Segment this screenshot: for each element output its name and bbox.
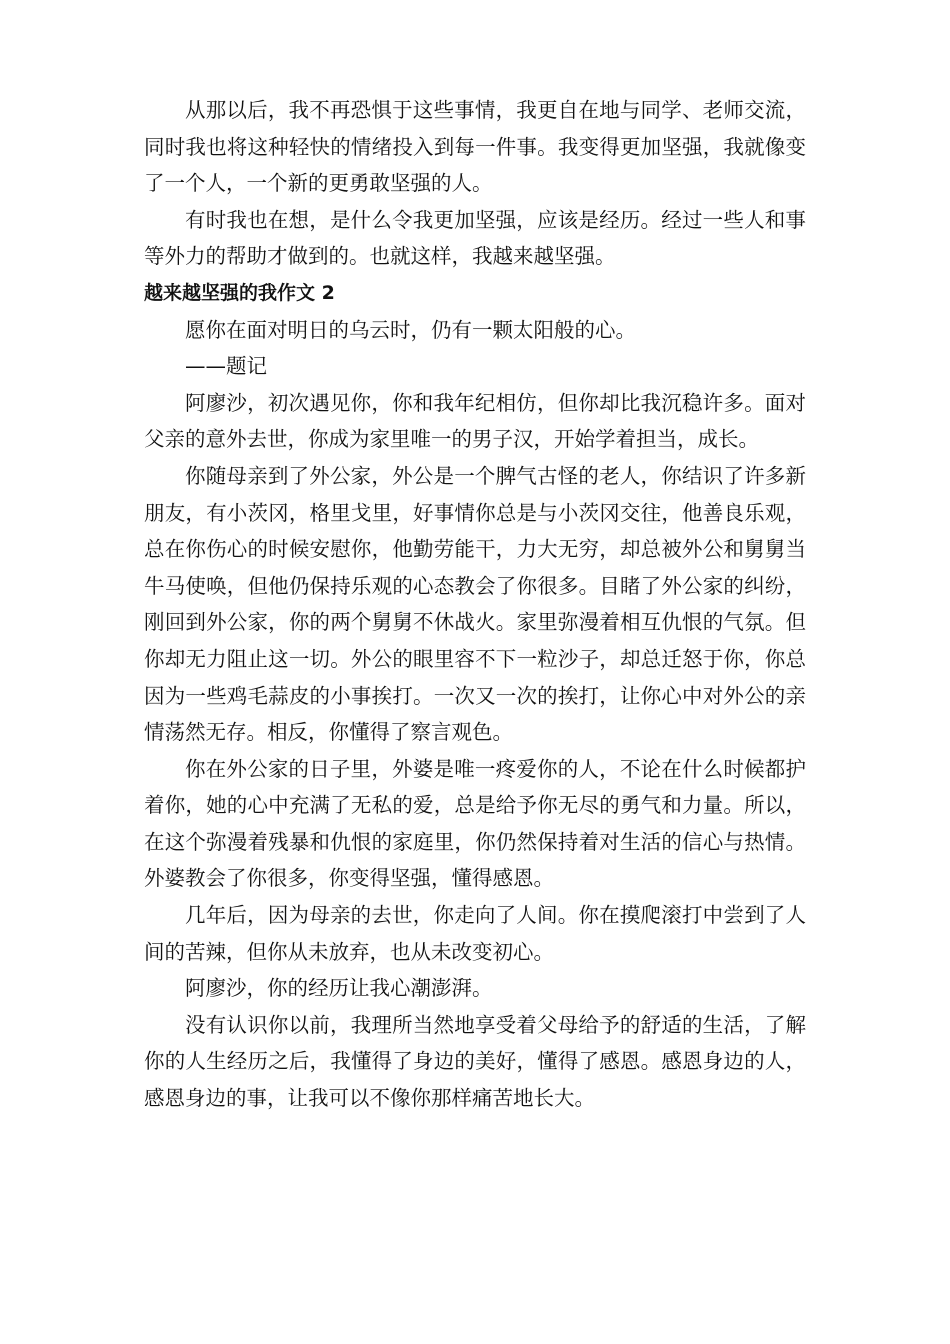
document-page [144,92,806,1117]
paragraph: 几年后，因为母亲的去世，你走向了人间。你在摸爬滚打中尝到了人间的苦辣，但你从未放弃，也从未改变初心。 [144,903,806,964]
paragraph: 你在外公家的日子里，外婆是唯一疼爱你的人，不论在什么时候都护着你，她的心中充满了无私的爱，总是给予你无尽的勇气和力量。所以，在这个弥漫着残暴和仇恨的家庭里，你仍然保持着对生活的信心与热情。外婆教会了你很多，你变得坚强，懂得感恩。 [144,756,806,891]
paragraph: 你随母亲到了外公家，外公是一个脾气古怪的老人，你结识了许多新朋友，有小茨冈，格里戈里，好事情你总是与小茨冈交往，他善良乐观，总在你伤心的时候安慰你，他勤劳能干，力大无穷，却总被外公和舅舅当牛马使唤，但他仍保持乐观的心态教会了你很多。目睹了外公家的纠纷，刚回到外公家，你的两个舅舅不休战火。家里弥漫着相互仇恨的气氛。但你却无力阻止这一切。外公的眼里容不下一粒沙子，却总迁怒于你，你总因为一些鸡毛蒜皮的小事挨打。一次又一次的挨打，让你心中对外公的亲情荡然无存。相反，你懂得了察言观色。 [144,463,806,745]
paragraph: 从那以后，我不再恐惧于这些事情，我更自在地与同学、老师交流，同时我也将这种轻快的情绪投入到每一件事。我变得更加坚强，我就像变了一个人，一个新的更勇敢坚强的人。 [144,98,806,196]
essay-heading: 越来越坚强的我作文 2 [144,281,335,304]
epigraph-attribution: ——题记 [185,354,267,379]
paragraph: 愿你在面对明日的乌云时，仍有一颗太阳般的心。 [185,317,636,342]
paragraph: 有时我也在想，是什么令我更加坚强，应该是经历。经过一些人和事等外力的帮助才做到的。也就这样，我越来越坚强。 [144,207,806,269]
paragraph: 阿廖沙，初次遇见你，你和我年纪相仿，但你却比我沉稳许多。面对父亲的意外去世，你成为家里唯一的男子汉，开始学着担当，成长。 [144,390,806,452]
paragraph: 阿廖沙，你的经历让我心潮澎湃。 [185,976,493,1001]
paragraph: 没有认识你以前，我理所当然地享受着父母给予的舒适的生活，了解你的人生经历之后，我懂得了身边的美好，懂得了感恩。感恩身边的人，感恩身边的事，让我可以不像你那样痛苦地长大。 [144,1012,806,1111]
